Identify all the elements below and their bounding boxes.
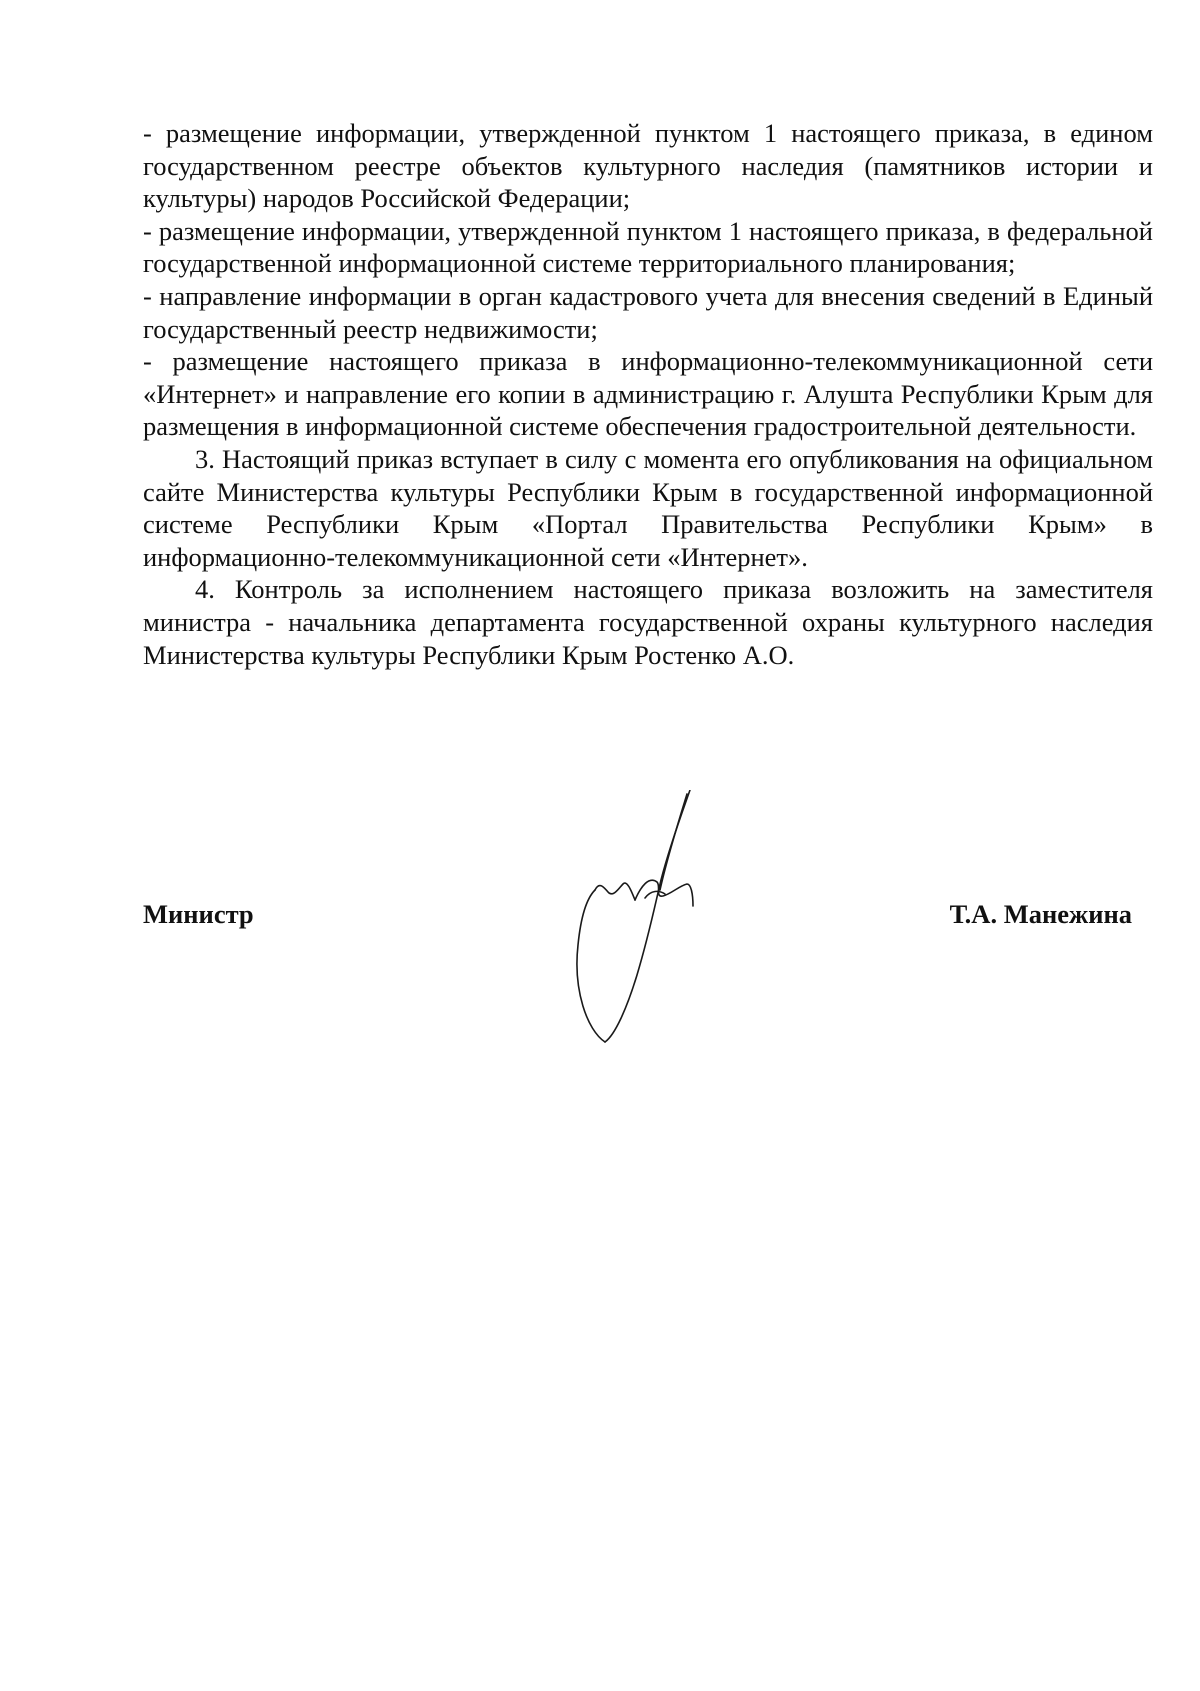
signatory-title: Министр xyxy=(143,899,254,929)
paragraph-cadastral-direction: - направление информации в орган кадастрового учета для внесения сведений в Единый государственный реестр недвижимости; xyxy=(143,280,1153,344)
paragraph-internet-placement: - размещение настоящего приказа в информационно-телекоммуникационной сети «Интернет» и направление его копии в администрацию г. Алушта Республики Крым для размещения в информационной системе обеспечения градостроительной деятельности. xyxy=(143,346,1153,442)
signatory-name: Т.А. Манежина xyxy=(949,899,1132,929)
handwritten-signature xyxy=(575,790,745,1045)
paragraph-item-4: 4. Контроль за исполнением настоящего приказа возложить на заместителя министра - начальника департамента государственной охраны культурного наследия Министерства культуры Республики Крым Ростенко А.О. xyxy=(143,574,1153,670)
paragraph-egrokn-placement: - размещение информации, утвержденной пунктом 1 настоящего приказа, в едином государственном реестре объектов культурного наследия (памятников истории и культуры) народов Российской Федерации; xyxy=(143,118,1153,214)
document-body xyxy=(143,117,1153,671)
paragraph-fgis-tp-placement: - размещение информации, утвержденной пунктом 1 настоящего приказа, в федеральной государственной информационной системе территориального планирования; xyxy=(143,215,1153,279)
paragraph-item-3: 3. Настоящий приказ вступает в силу с момента его опубликования на официальном сайте Министерства культуры Республики Крым в государственной информационной системе Республики Крым «Портал Правительства Республики Крым» в информационно-телекоммуникационной сети «Интернет». xyxy=(143,443,1153,572)
